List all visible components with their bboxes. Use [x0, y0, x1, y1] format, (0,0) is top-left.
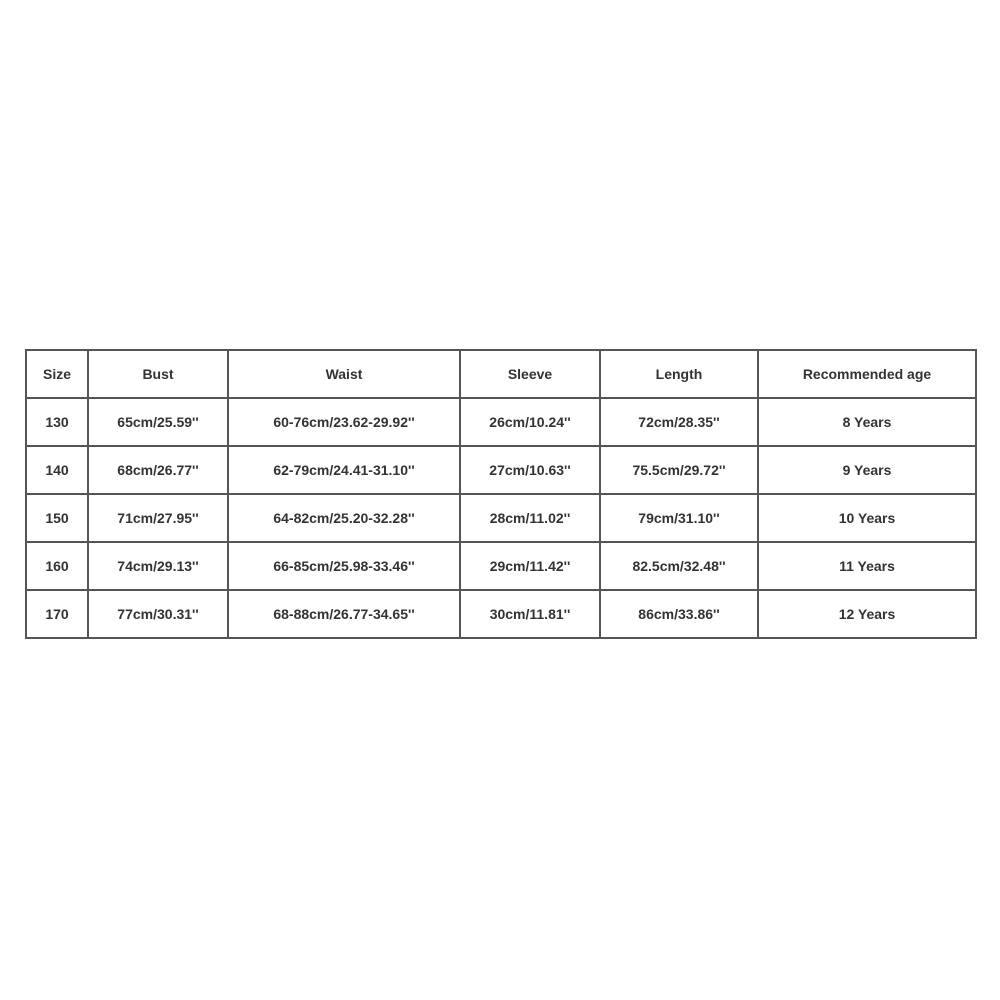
- table-row: [26, 446, 976, 494]
- cell-size: 170: [26, 590, 88, 638]
- cell-waist: 66-85cm/25.98-33.46'': [228, 542, 460, 590]
- cell-length: 72cm/28.35'': [600, 398, 758, 446]
- cell-waist: 62-79cm/24.41-31.10'': [228, 446, 460, 494]
- cell-length: 82.5cm/32.48'': [600, 542, 758, 590]
- cell-bust: 71cm/27.95'': [88, 494, 228, 542]
- cell-bust: 65cm/25.59'': [88, 398, 228, 446]
- size-chart-header: [26, 350, 976, 398]
- cell-length: 75.5cm/29.72'': [600, 446, 758, 494]
- header-bust: Bust: [88, 350, 228, 398]
- cell-recommended-age: 9 Years: [758, 446, 976, 494]
- cell-waist: 64-82cm/25.20-32.28'': [228, 494, 460, 542]
- cell-sleeve: 28cm/11.02'': [460, 494, 600, 542]
- table-row: [26, 494, 976, 542]
- cell-recommended-age: 8 Years: [758, 398, 976, 446]
- header-recommended-age: Recommended age: [758, 350, 976, 398]
- cell-recommended-age: 10 Years: [758, 494, 976, 542]
- cell-sleeve: 29cm/11.42'': [460, 542, 600, 590]
- cell-bust: 68cm/26.77'': [88, 446, 228, 494]
- cell-size: 140: [26, 446, 88, 494]
- table-row: [26, 590, 976, 638]
- header-length: Length: [600, 350, 758, 398]
- size-chart-body: [26, 398, 976, 638]
- header-size: Size: [26, 350, 88, 398]
- cell-waist: 60-76cm/23.62-29.92'': [228, 398, 460, 446]
- header-row: [26, 350, 976, 398]
- cell-size: 150: [26, 494, 88, 542]
- cell-size: 130: [26, 398, 88, 446]
- header-sleeve: Sleeve: [460, 350, 600, 398]
- size-chart-table: [25, 349, 977, 639]
- table-row: [26, 542, 976, 590]
- table-row: [26, 398, 976, 446]
- cell-size: 160: [26, 542, 88, 590]
- cell-bust: 77cm/30.31'': [88, 590, 228, 638]
- cell-length: 86cm/33.86'': [600, 590, 758, 638]
- cell-length: 79cm/31.10'': [600, 494, 758, 542]
- cell-sleeve: 27cm/10.63'': [460, 446, 600, 494]
- cell-bust: 74cm/29.13'': [88, 542, 228, 590]
- cell-recommended-age: 12 Years: [758, 590, 976, 638]
- cell-sleeve: 26cm/10.24'': [460, 398, 600, 446]
- cell-sleeve: 30cm/11.81'': [460, 590, 600, 638]
- header-waist: Waist: [228, 350, 460, 398]
- cell-recommended-age: 11 Years: [758, 542, 976, 590]
- cell-waist: 68-88cm/26.77-34.65'': [228, 590, 460, 638]
